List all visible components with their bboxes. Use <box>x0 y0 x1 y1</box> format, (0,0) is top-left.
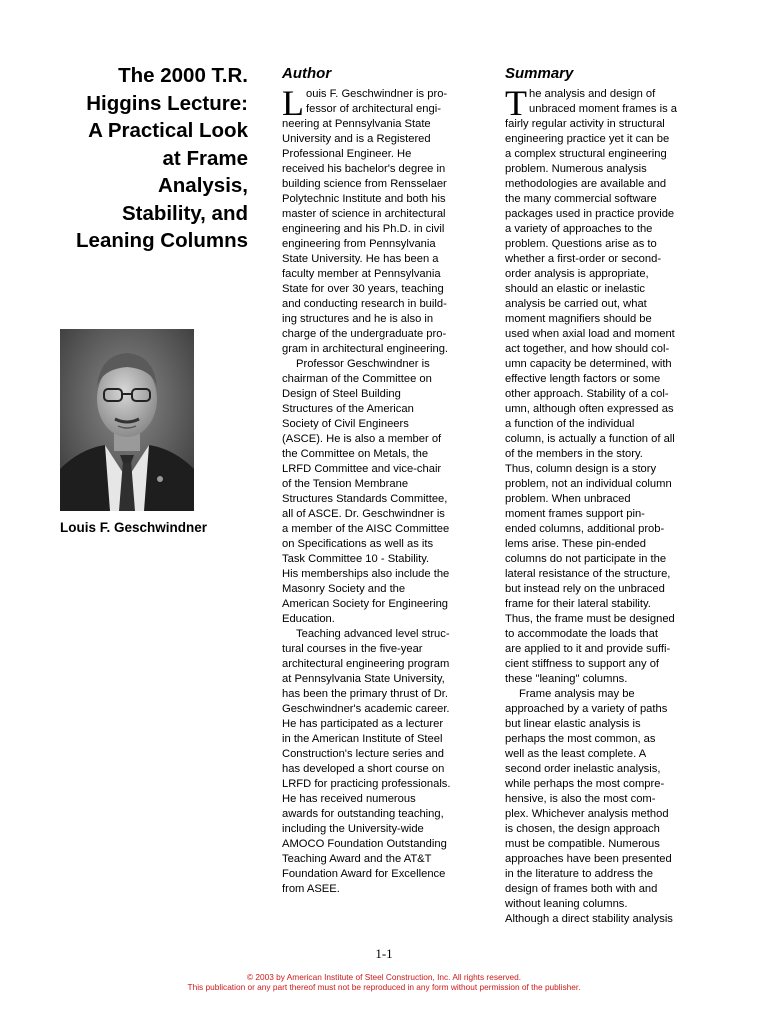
text-line: Thus, column design is a story <box>505 463 657 475</box>
text-line: He has participated as a lecturer <box>282 718 444 730</box>
text-line: has been the primary thrust of Dr. <box>282 688 449 700</box>
text-line: received his bachelor's degree in <box>282 163 446 175</box>
text-line: Polytechnic Institute and both his <box>282 193 446 205</box>
text-line: Teaching advanced level struc- <box>296 628 450 640</box>
title-line: Leaning Columns <box>76 229 248 252</box>
text-line: approaches have been presented <box>505 853 672 865</box>
summary-column <box>505 65 700 927</box>
text-line: problem. When unbraced <box>505 493 631 505</box>
text-line: used when axial load and moment <box>505 328 675 340</box>
text-line: a function of the individual <box>505 418 635 430</box>
text-line: umn capacity be determined, with <box>505 358 672 370</box>
text-line: analysis be carried out, what <box>505 298 647 310</box>
text-line: moment magnifiers should be <box>505 313 652 325</box>
text-line: master of science in architectural <box>282 208 446 220</box>
text-line: problem. Numerous analysis <box>505 163 647 175</box>
text-line: lateral resistance of the structure, <box>505 568 671 580</box>
text-line: and conducting research in build- <box>282 298 447 310</box>
text-line: moment frames support pin- <box>505 508 645 520</box>
text-line: Society of Civil Engineers <box>282 418 409 430</box>
text-line: charge of the undergraduate pro- <box>282 328 447 340</box>
text-line: should an elastic or inelastic <box>505 283 645 295</box>
summary-heading: Summary <box>505 65 574 82</box>
text-line: engineering from Pennsylvania <box>282 238 436 250</box>
text-line: Professor Geschwindner is <box>296 358 430 370</box>
text-line: fairly regular activity in structural <box>505 118 665 130</box>
text-line: all of ASCE. Dr. Geschwindner is <box>282 508 445 520</box>
text-line: University and is a Registered <box>282 133 431 145</box>
text-line: State for over 30 years, teaching <box>282 283 444 295</box>
photo-caption: Louis F. Geschwindner <box>60 520 208 535</box>
text-line: Task Committee 10 - Stability. <box>282 553 430 565</box>
text-line: from ASEE. <box>282 883 340 895</box>
text-line: column, is actually a function of all <box>505 433 675 445</box>
text-line: faculty member at Pennsylvania <box>282 268 441 280</box>
text-line: engineering practice yet it can be <box>505 133 670 145</box>
text-line: LRFD for practicing professionals. <box>282 778 451 790</box>
text-line: gram in architectural engineering. <box>282 343 449 355</box>
copyright-line: © 2003 by American Institute of Steel Construction, Inc. All rights reserved. <box>246 972 522 982</box>
title-line: Higgins Lecture: <box>86 91 248 115</box>
text-line: (ASCE). He is also a member of <box>282 433 442 445</box>
text-line: neering at Pennsylvania State <box>282 118 431 130</box>
text-line: unbraced moment frames is a <box>529 103 677 115</box>
text-line: without leaning columns. <box>505 898 628 910</box>
author-photo <box>60 329 194 511</box>
text-line: tural courses in the five-year <box>282 643 423 655</box>
text-line: on Specifications as well as its <box>282 538 434 550</box>
copyright-footer <box>0 972 768 992</box>
title-line: Analysis, <box>157 174 248 197</box>
text-line: packages used in practice provide <box>505 208 675 220</box>
text-line: columns do not participate in the <box>505 553 667 565</box>
text-line: other approach. Stability of a col- <box>505 388 669 400</box>
text-line: act together, and how should col- <box>505 343 670 355</box>
text-line: of the members in the story. <box>505 448 643 460</box>
text-line: hensive, is also the most com- <box>505 793 656 805</box>
text-line: Structures of the American <box>282 403 414 415</box>
title-line: at Frame <box>162 146 248 170</box>
lecture-title <box>40 62 248 255</box>
text-line: frame for their lateral stability. <box>505 598 651 610</box>
reproduction-notice: This publication or any part thereof must not be reproduced in any form without permission of the publisher. <box>187 982 581 992</box>
text-line: awards for outstanding teaching, <box>282 808 444 820</box>
text-line: methodologies are available and <box>505 178 667 190</box>
text-line: well as the least complete. A <box>505 748 647 760</box>
text-line: American Society for Engineering <box>282 598 449 610</box>
text-line: is chosen, the design approach <box>505 823 660 835</box>
text-line: Teaching Award and the AT&T <box>282 853 432 865</box>
text-line: ouis F. Geschwindner is pro- <box>306 88 448 100</box>
text-line: effective length factors or some <box>505 373 661 385</box>
text-line: He has received numerous <box>282 793 416 805</box>
text-line: at Pennsylvania State University, <box>282 673 445 685</box>
text-line: he analysis and design of <box>529 88 656 100</box>
text-line: approached by a variety of paths <box>505 703 668 715</box>
text-line: design of frames both with and <box>505 883 658 895</box>
author-heading: Author <box>282 65 332 82</box>
text-line: Construction's lecture series and <box>282 748 444 760</box>
text-line: Geschwindner's academic career. <box>282 703 450 715</box>
text-line: lems arise. These pin-ended <box>505 538 646 550</box>
text-line: must be compatible. Numerous <box>505 838 660 850</box>
summary-dropcap: T <box>505 83 527 123</box>
text-line: Foundation Award for Excellence <box>282 868 446 880</box>
title-line: The 2000 T.R. <box>118 64 248 87</box>
title-line: Stability, and <box>121 201 248 225</box>
text-line: of the Tension Membrane <box>282 478 409 490</box>
text-line: the Committee on Metals, the <box>282 448 429 460</box>
text-line: the many commercial software <box>505 193 657 205</box>
text-line: AMOCO Foundation Outstanding <box>282 838 447 850</box>
text-line: while perhaps the most compre- <box>505 778 665 790</box>
text-line: Masonry Society and the <box>282 583 406 595</box>
text-line: has developed a short course on <box>282 763 445 775</box>
text-line: ended columns, additional prob- <box>505 523 665 535</box>
title-line: A Practical Look <box>88 119 248 142</box>
text-line: plex. Whichever analysis method <box>505 808 669 820</box>
text-line: but linear elastic analysis is <box>505 718 641 730</box>
text-line: these "leaning" columns. <box>505 673 628 685</box>
text-line: are applied to it and provide suffi- <box>505 643 671 655</box>
text-line: a variety of approaches to the <box>505 223 653 235</box>
text-line: Thus, the frame must be designed <box>505 613 675 625</box>
text-line: in the literature to address the <box>505 868 654 880</box>
text-line: umn, although often expressed as <box>505 403 674 415</box>
author-column <box>282 65 472 897</box>
text-line: problem. Questions arise as to <box>505 238 657 250</box>
text-line: fessor of architectural engi- <box>306 103 441 115</box>
text-line: His memberships also include the <box>282 568 450 580</box>
text-line: Structures Standards Committee, <box>282 493 448 505</box>
text-line: Design of Steel Building <box>282 388 401 400</box>
text-line: LRFD Committee and vice-chair <box>282 463 442 475</box>
text-line: building science from Rensselaer <box>282 178 447 190</box>
text-line: cient stiffness to support any of <box>505 658 660 670</box>
text-line: ing structures and he is also in <box>282 313 434 325</box>
text-line: in the American Institute of Steel <box>282 733 443 745</box>
text-line: but instead rely on the unbraced <box>505 583 665 595</box>
page-number: 1-1 <box>375 946 393 961</box>
text-line: Education. <box>282 613 335 625</box>
text-line: a member of the AISC Committee <box>282 523 450 535</box>
text-line: Frame analysis may be <box>519 688 635 700</box>
author-dropcap: L <box>282 83 304 123</box>
text-line: engineering and his Ph.D. in civil <box>282 223 445 235</box>
text-line: including the University-wide <box>282 823 424 835</box>
text-line: order analysis is appropriate, <box>505 268 649 280</box>
text-line: to accommodate the loads that <box>505 628 658 640</box>
text-line: perhaps the most common, as <box>505 733 656 745</box>
text-line: chairman of the Committee on <box>282 373 432 385</box>
text-line: Professional Engineer. He <box>282 148 412 160</box>
text-line: whether a first-order or second- <box>505 253 662 265</box>
text-line: problem, not an individual column <box>505 478 672 490</box>
text-line: State University. He has been a <box>282 253 439 265</box>
text-line: second order inelastic analysis, <box>505 763 661 775</box>
text-line: Although a direct stability analysis <box>505 913 673 925</box>
text-line: architectural engineering program <box>282 658 450 670</box>
text-line: a complex structural engineering <box>505 148 667 160</box>
